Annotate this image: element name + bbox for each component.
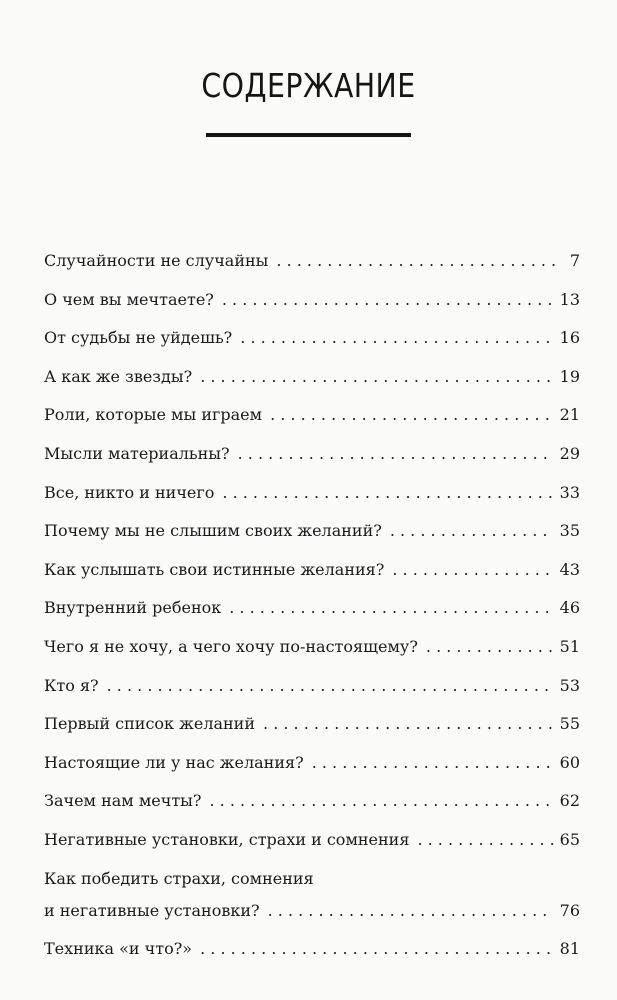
leader-dots	[392, 554, 553, 586]
toc-entry-page: 33	[559, 482, 580, 502]
toc-entry-title: Зачем нам мечты?	[44, 791, 202, 811]
toc-entry	[44, 245, 580, 284]
toc-entry-page: 35	[559, 521, 580, 541]
toc-entry	[44, 361, 580, 400]
leader-dots	[222, 284, 554, 316]
toc-entry-title: Все, никто и ничего	[44, 482, 215, 502]
toc-entry-title: Чего я не хочу, а чего хочу по-настоящему?	[44, 636, 418, 656]
leader-dots	[417, 824, 553, 856]
toc-entry-title: Как услышать свои истинные желания?	[44, 559, 385, 579]
toc-entry	[44, 785, 580, 824]
toc-entry-page: 13	[559, 289, 580, 309]
toc-entry-page: 21	[559, 405, 580, 425]
toc-entry-page: 46	[559, 598, 580, 618]
toc-entry-page: 43	[559, 559, 580, 579]
toc-entry-title: Роли, которые мы играем	[44, 405, 263, 425]
toc-entry-page: 55	[559, 714, 580, 734]
leader-dots	[107, 670, 554, 702]
toc-entry-page: 62	[559, 791, 580, 811]
toc-entry-title-line1: Как победить страхи, сомнения	[44, 868, 314, 888]
toc-entry	[44, 438, 580, 477]
toc-entry	[44, 399, 580, 438]
toc-entry	[44, 284, 580, 323]
toc-entry-title: А как же звезды?	[44, 366, 193, 386]
toc-entry-page: 76	[559, 900, 580, 920]
toc-entry-title: Настоящие ли у нас желания?	[44, 752, 304, 772]
leader-dots	[390, 515, 554, 547]
toc-entry-page: 65	[559, 829, 580, 849]
toc-entry-title: Кто я?	[44, 675, 99, 695]
toc-entry	[44, 322, 580, 361]
toc-entry-page: 19	[559, 366, 580, 386]
toc-entry	[44, 515, 580, 554]
toc-entry	[44, 477, 580, 516]
leader-dots	[238, 438, 554, 470]
toc-entry	[44, 933, 580, 972]
leader-dots	[268, 895, 554, 927]
toc-entry-title: О чем вы мечтаете?	[44, 289, 214, 309]
toc-entry	[44, 592, 580, 631]
toc-entry-page: 16	[559, 328, 580, 348]
toc-entry-title: Техника «и что?»	[44, 938, 193, 958]
toc-entry-page: 60	[559, 752, 580, 772]
leader-dots	[222, 477, 553, 509]
toc-entry-page: 51	[559, 636, 580, 656]
toc-entry	[44, 554, 580, 593]
toc-entry	[44, 670, 580, 709]
table-of-contents	[44, 245, 580, 971]
toc-entry-page: 7	[569, 251, 580, 270]
toc-entry-page: 29	[559, 443, 580, 463]
leader-dots	[312, 747, 554, 779]
toc-entry-title: Случайности не случайны	[44, 251, 269, 270]
leader-dots	[209, 785, 553, 817]
leader-dots	[229, 592, 553, 624]
leader-dots	[240, 322, 553, 354]
toc-entry	[44, 824, 580, 863]
toc-entry-title: Внутренний ребенок	[44, 598, 222, 618]
leader-dots	[426, 631, 554, 663]
title-underline	[206, 133, 411, 137]
toc-entry	[44, 863, 580, 933]
toc-entry	[44, 747, 580, 786]
leader-dots	[270, 399, 554, 431]
toc-entry-page: 53	[559, 675, 580, 695]
toc-entry-page: 81	[559, 938, 580, 958]
leader-dots	[200, 933, 554, 965]
leader-dots	[276, 245, 556, 277]
leader-dots	[263, 708, 554, 740]
page-title: СОДЕРЖАНИЕ	[201, 66, 416, 105]
toc-entry-title: От судьбы не уйдешь?	[44, 328, 233, 348]
toc-entry-title: Первый список желаний	[44, 714, 256, 734]
toc-entry	[44, 708, 580, 747]
toc-entry-title: Почему мы не слышим своих желаний?	[44, 521, 382, 541]
toc-entry-title-line2: и негативные установки?	[44, 900, 260, 920]
toc-entry	[44, 631, 580, 670]
toc-entry-title: Мысли материальны?	[44, 443, 230, 463]
toc-entry-title: Негативные установки, страхи и сомнения	[44, 829, 410, 849]
leader-dots	[200, 361, 553, 393]
